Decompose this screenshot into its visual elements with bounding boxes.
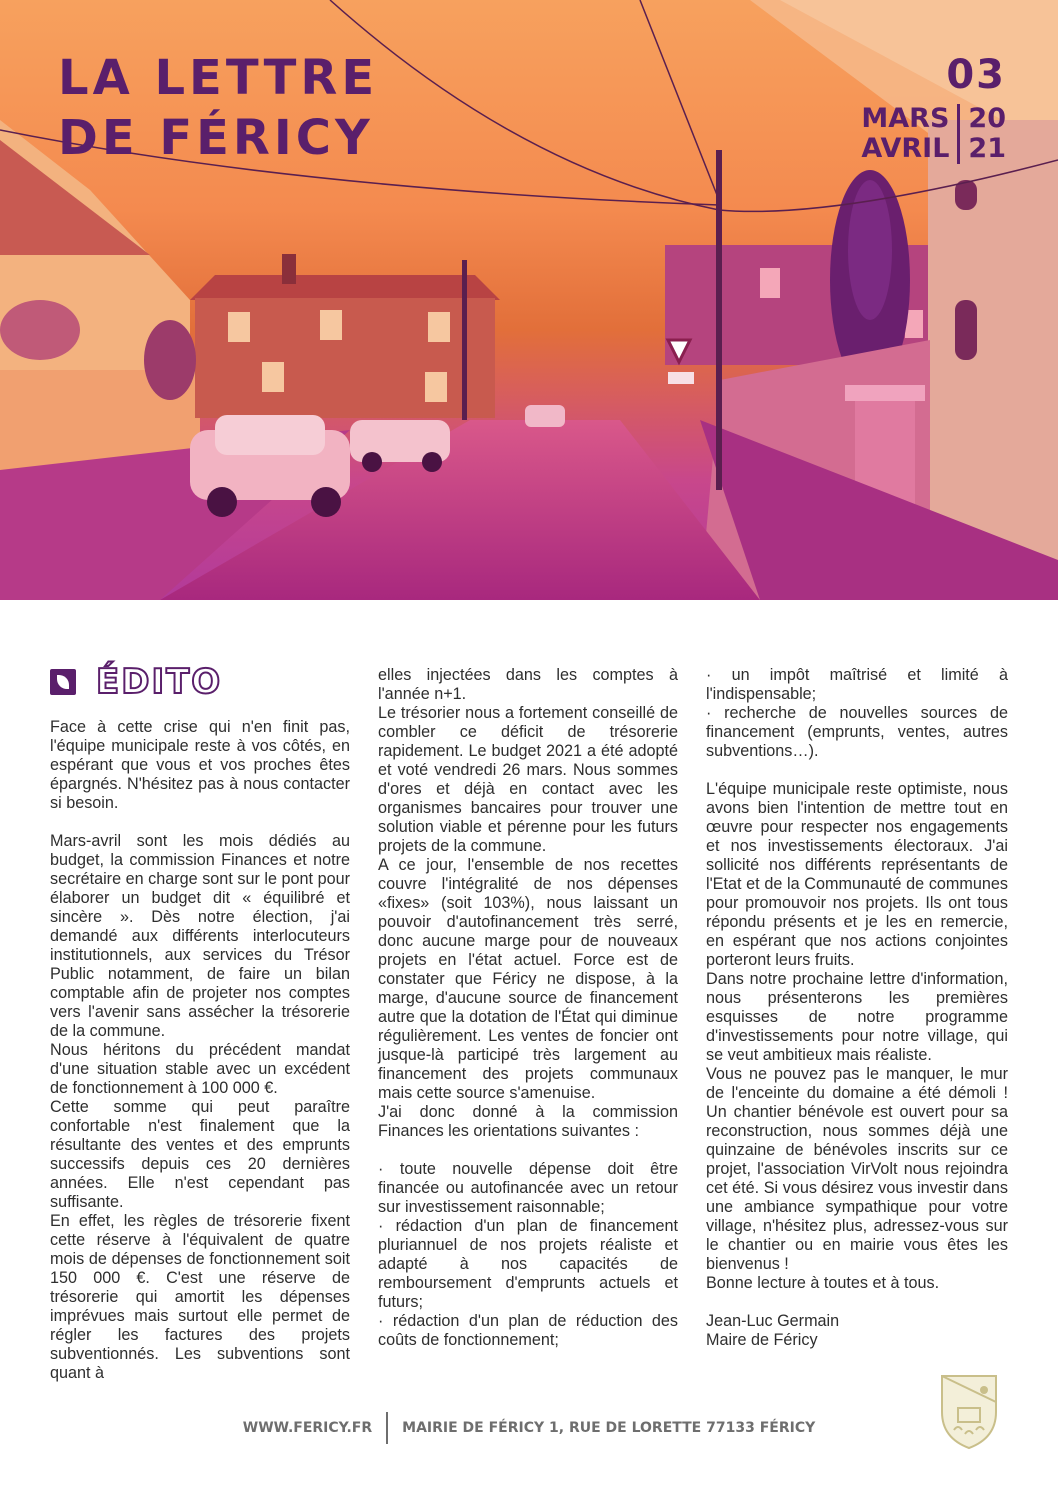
paragraph: Cette somme qui peut paraître confortable n'est finalement que la résultante des ventes et des emprunts successifs depuis ces 20 dernières années. Elle n'est cependant pas suffisante. xyxy=(50,1098,350,1211)
footer xyxy=(0,1412,1058,1444)
list-item: · rédaction d'un plan de financement pluriannuel de nos projets réaliste et adapté à nos capacités de remboursement d'emprunts actuels et futurs; xyxy=(378,1217,678,1311)
issue-year xyxy=(960,104,1006,164)
month-1: MARS xyxy=(861,103,950,134)
list-item: · un impôt maîtrisé et limité à l'indispensable; xyxy=(706,666,1008,703)
footer-divider xyxy=(386,1412,388,1444)
paragraph: Vous ne pouvez pas le manquer, le mur de l'enceinte du domaine a été démoli ! Un chantier bénévole est ouvert pour sa reconstruction, nous sommes déjà une quinzaine de bénévoles inscrits sur ce projet, l'association VirVolt nous rejoindra cet été. Si vous désirez vous investir dans une ambiance sympathique pour votre village, n'hésitez plus, adressez-vous sur le chantier ou en mairie vous êtes les bienvenus ! xyxy=(706,1065,1008,1273)
paragraph: Dans notre prochaine lettre d'information, nous présenterons les premières esquisses de notre programme d'investissements pour notre village, qui se veut ambitieux mais réaliste. xyxy=(706,970,1008,1064)
paragraph: Bonne lecture à toutes et à tous. xyxy=(706,1274,940,1292)
newsletter-title-line2: DE FÉRICY xyxy=(58,110,374,166)
edito-column-3 xyxy=(706,666,1008,1350)
issue-number: 03 xyxy=(946,52,1006,98)
paragraph: En effet, les règles de trésorerie fixent cette réserve à l'équivalent de quatre mois de dépenses de fonctionnement soit 150 000 €. C'est une réserve de trésorerie qui amortit les dépenses imprévues mais surtout elle permet de régler les factures des projets subventionnés. Les subventions sont quant à xyxy=(50,1212,350,1382)
paragraph: elles injectées dans les comptes à l'année n+1. xyxy=(378,666,678,703)
paragraph: L'équipe municipale reste optimiste, nous avons bien l'intention de mettre tout en œuvre pour respecter nos engagements et nos investissements électoraux. J'ai sollicité nos différents représentants de l'Etat et de la Communauté de communes pour promouvoir nos projets. Ils ont tous répondu présents et je les en remercie, en espérant que nos actions conjointes porteront leurs fruits. xyxy=(706,780,1008,969)
edito-column-1 xyxy=(50,718,350,1383)
list-item: · toute nouvelle dépense doit être financée ou autofinancée avec un retour sur investissement raisonnable; xyxy=(378,1160,678,1216)
list-item: · recherche de nouvelles sources de financement (emprunts, ventes, autres subventions…). xyxy=(706,704,1008,760)
month-2: AVRIL xyxy=(861,133,950,164)
signature-title: Maire de Féricy xyxy=(706,1331,818,1349)
town-crest-icon xyxy=(938,1372,1000,1452)
issue-date xyxy=(861,104,1006,164)
paragraph: A ce jour, l'ensemble de nos recettes couvre l'intégralité de nos dépenses «fixes» (soit 103%), nous laissant un pouvoir d'autofinancement très serré, donc aucune marge pour de nouveaux projets en l'état actuel. Force est de constater que Féricy ne dispose, à la marge, d'aucune source de financement autre que la dotation de l'État qui diminue régulièrement. Les ventes de foncier ont jusque-là participé très largement au financement des projets communaux mais cette source s'amenuise. xyxy=(378,856,678,1102)
issue-months xyxy=(861,104,960,164)
paragraph: Face à cette crise qui n'en finit pas, l'équipe municipale reste à vos côtés, en espérant que vous et vos proches êtes épargnés. N'hésitez pas à nous contacter si besoin. xyxy=(50,718,350,812)
edito-heading xyxy=(50,662,222,702)
paragraph: Mars-avril sont les mois dédiés au budget, la commission Finances et notre secrétaire en charge sont sur le pont pour élaborer un budget dit « équilibré et sincère ». Dès notre élection, j'ai demandé aux différents interlocuteurs institutionnels, aux services du Trésor Public notamment, de faire un bilan comptable afin de projeter nos comptes vers l'avenir sans assécher la trésorerie de la commune. xyxy=(50,832,350,1040)
paragraph: Le trésorier nous a fortement conseillé de combler ce déficit de trésorerie rapidement. Le budget 2021 a été adopté et voté vendredi 26 mars. Nous sommes d'ores et déjà en contact avec les organismes bancaires pour trouver une solution viable et pérenne pour les futurs projets de la commune. xyxy=(378,704,678,855)
year-part-2: 21 xyxy=(968,133,1006,164)
edito-column-2 xyxy=(378,666,678,1350)
newsletter-title-line1: LA LETTRE xyxy=(58,50,379,106)
year-part-1: 20 xyxy=(968,103,1006,134)
edito-quote-icon xyxy=(50,669,76,695)
paragraph: Nous héritons du précédent mandat d'une situation stable avec un excédent de fonctionnement à 100 000 €. xyxy=(50,1041,350,1097)
cover-illustration xyxy=(0,0,1058,600)
town-hall-address: MAIRIE DE FÉRICY 1, RUE DE LORETTE 77133 FÉRICY xyxy=(402,1420,816,1436)
signature-name: Jean-Luc Germain xyxy=(706,1312,840,1330)
edito-title: ÉDITO xyxy=(96,662,223,702)
website-link[interactable]: WWW.FERICY.FR xyxy=(242,1420,373,1436)
list-item: · rédaction d'un plan de réduction des coûts de fonctionnement; xyxy=(378,1312,678,1349)
paragraph: J'ai donc donné à la commission Finances les orientations suivantes : xyxy=(378,1103,678,1140)
